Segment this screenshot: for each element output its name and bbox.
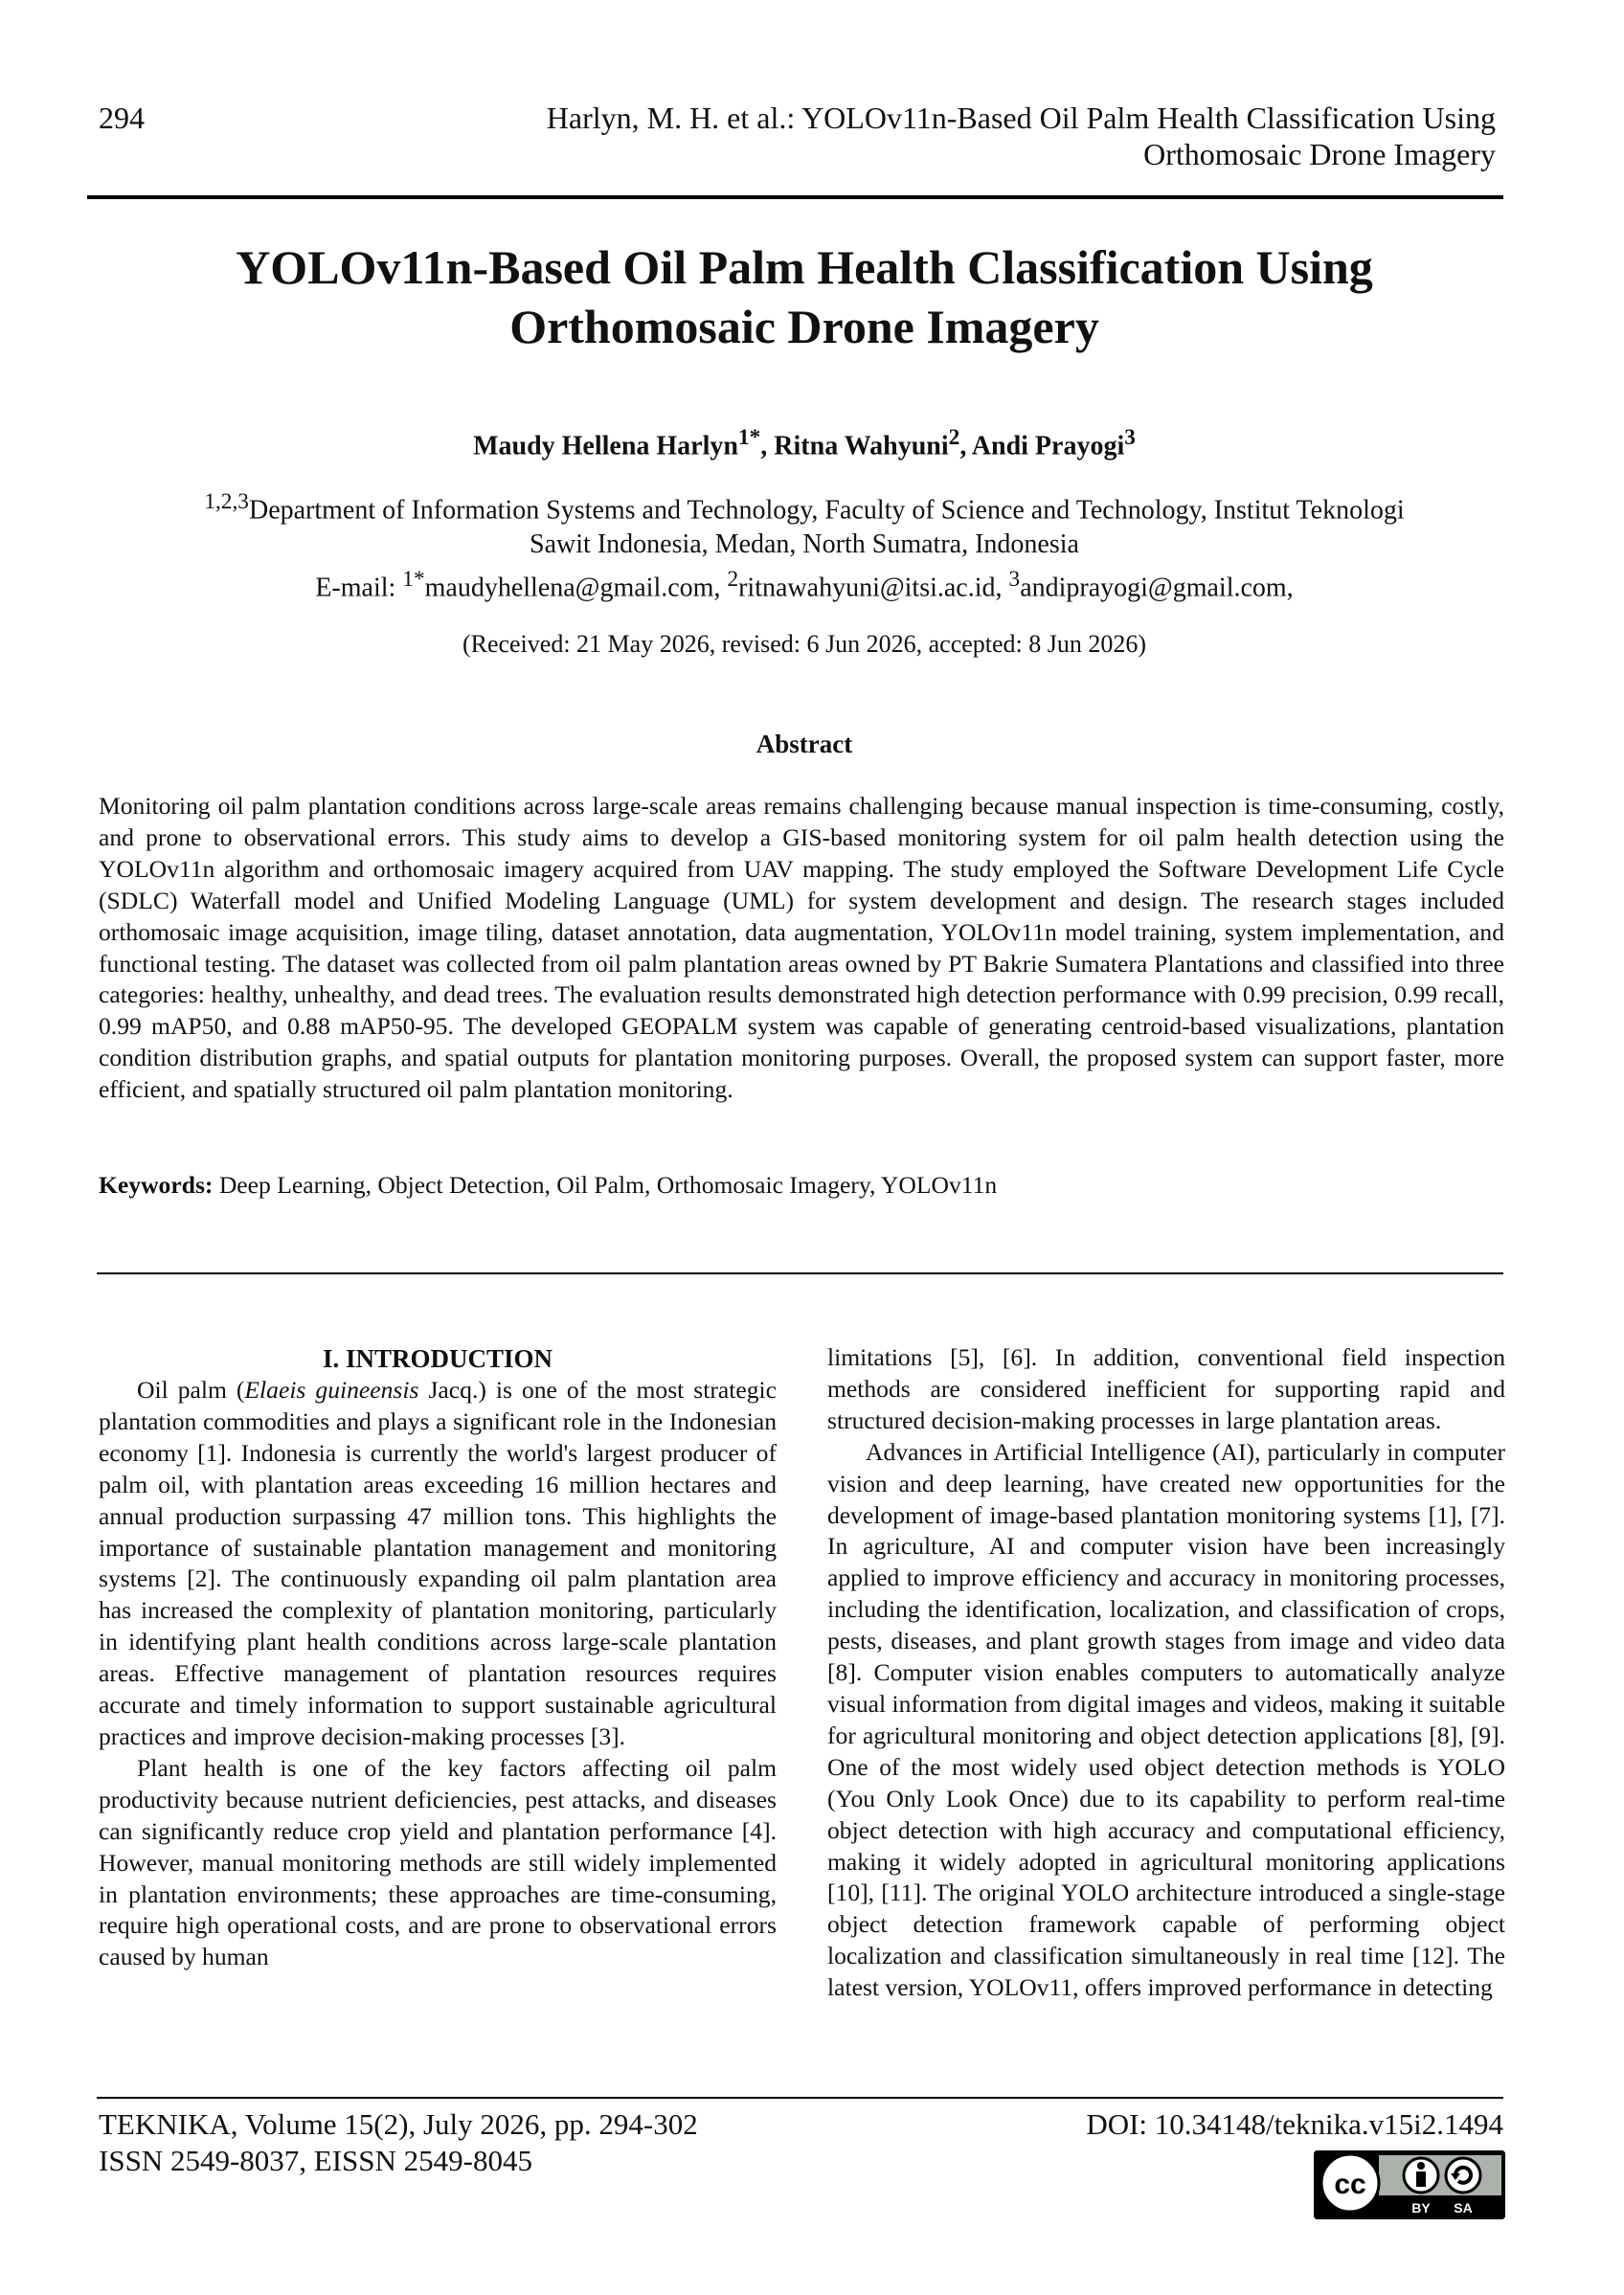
affiliation-sup: 1,2,3 bbox=[204, 489, 249, 514]
intro-paragraph-2-continued: limitations [5], [6]. In addition, conventional field inspection methods are considered inefficient for supporting rapid and structured decision-making processes in large plantation areas. bbox=[827, 1343, 1505, 1434]
author-2: Ritna Wahyuni bbox=[774, 431, 949, 461]
running-head-line1: Harlyn, M. H. et al.: YOLOv11n-Based Oil Palm Health Classification Using bbox=[546, 101, 1496, 135]
page-number: 294 bbox=[99, 101, 145, 135]
email-2-sup: 2 bbox=[727, 567, 739, 593]
cc-by-sa-license-icon[interactable] bbox=[1314, 2150, 1505, 2219]
keywords-text: Deep Learning, Object Detection, Oil Palm, Orthomosaic Imagery, YOLOv11n bbox=[213, 1171, 998, 1199]
footer-doi[interactable]: DOI: 10.34148/teknika.v15i2.1494 bbox=[1086, 2107, 1503, 2141]
email-3[interactable]: andiprayogi@gmail.com, bbox=[1020, 573, 1294, 603]
footer-journal-info bbox=[99, 2106, 698, 2179]
author-1: Maudy Hellena Harlyn bbox=[473, 431, 738, 461]
right-column bbox=[827, 1342, 1505, 2004]
email-2[interactable]: ritnawahyuni@itsi.ac.id, bbox=[738, 573, 1009, 603]
keywords-label: Keywords: bbox=[99, 1171, 214, 1199]
email-1-sup: 1* bbox=[402, 567, 425, 593]
author-list: Maudy Hellena Harlyn$^{1*}$, Ritna Wahyuni$^2$, Andi Prayogi$^3$ bbox=[473, 425, 1136, 461]
header-rule bbox=[87, 195, 1503, 199]
affiliation-line2: Sawit Indonesia, Medan, North Sumatra, Indonesia bbox=[530, 529, 1079, 560]
intro-paragraph-2: Plant health is one of the key factors affecting oil palm productivity because nutrient deficiencies, pest attacks, and diseases can significantly reduce crop yield and plantation performance [4]. However, manual monitoring methods are still widely implemented in plantation environments; these approaches are time-consuming, require high operational costs, and are prone to observational errors caused by human bbox=[99, 1753, 777, 1971]
abstract-text: Monitoring oil palm plantation conditions across large-scale areas remains challenging because manual inspection is time-consuming, costly, and prone to observational errors. This study aims to develop a GIS-based monitoring system for oil palm health detection using the YOLOv11n algorithm and orthomosaic imagery acquired from UAV mapping. The study employed the Software Development Life Cycle (SDLC) Waterfall model and Unified Modeling Language (UML) for system development and design. The research stages included orthomosaic image acquisition, image tiling, dataset annotation, data augmentation, YOLOv11n model training, system implementation, and functional testing. The dataset was collected from oil palm plantation areas owned by PT Bakrie Sumatera Plantations and classified into three categories: healthy, unhealthy, and dead trees. The evaluation results demonstrated high detection performance with 0.99 precision, 0.99 recall, 0.99 mAP50, and 0.88 mAP50-95. The developed GEOPALM system was capable of generating centroid-based visualizations, plantation condition distribution graphs, and spatial outputs for plantation monitoring purposes. Overall, the proposed system can support faster, more efficient, and spatially structured oil palm plantation monitoring. bbox=[99, 792, 1504, 1104]
email-3-sup: 3 bbox=[1008, 567, 1021, 593]
affiliation-line1: Department of Information Systems and Technology, Faculty of Science and Technology, Institut Teknologi bbox=[248, 495, 1405, 526]
species-name: Elaeis guineensis bbox=[244, 1376, 419, 1404]
section-rule bbox=[97, 1272, 1503, 1274]
license-sa-label: SA bbox=[1454, 2200, 1473, 2216]
running-head-line2: Orthomosaic Drone Imagery bbox=[1143, 137, 1496, 171]
left-column bbox=[99, 1342, 777, 1973]
footer-rule bbox=[97, 2097, 1503, 2099]
author-2-sup: 2 bbox=[948, 425, 960, 450]
title-line2: Orthomosaic Drone Imagery bbox=[509, 300, 1099, 353]
author-3: Andi Prayogi bbox=[971, 431, 1125, 461]
email-1[interactable]: maudyhellena@gmail.com, bbox=[424, 573, 728, 603]
title-line1: YOLOv11n-Based Oil Palm Health Classification Using bbox=[236, 240, 1373, 294]
intro-paragraph-1: Oil palm (Elaeis guineensis Jacq.) is one of the most strategic plantation commodities and plays a significant role in the Indonesian economy [1]. Indonesia is currently the world's largest producer of palm oil, with plantation areas exceeding 16 million hectares and annual production surpassing 47 million tons. This highlights the importance of sustainable plantation management and monitoring systems [2]. The continuously expanding oil palm plantation area has increased the complexity of plantation monitoring, particularly in identifying plant health conditions across large-scale plantation areas. Effective management of plantation resources requires accurate and timely information to support sustainable agricultural practices and improve decision-making processes [3]. bbox=[99, 1376, 777, 1750]
affiliation bbox=[105, 484, 1503, 606]
abstract-heading: Abstract bbox=[756, 730, 853, 758]
intro-paragraph-3: Advances in Artificial Intelligence (AI), particularly in computer vision and deep learning, have created new opportunities for the development of image-based plantation monitoring systems [1], [7]. In agriculture, AI and computer vision have been increasingly applied to improve efficiency and accuracy in monitoring processes, including the identification, localization, and classification of crops, pests, diseases, and plant growth stages from image and video data [8]. Computer vision enables computers to automatically analyze visual information from digital images and videos, making it suitable for agricultural monitoring and object detection applications [8], [9]. One of the most widely used object detection methods is YOLO (You Only Look Once) due to its capability to perform real-time object detection with high accuracy and computational efficiency, making it widely adopted in agricultural monitoring applications [10], [11]. The original YOLO architecture introduced a single-stage object detection framework capable of performing object localization and classification simultaneously in real time [12]. The latest version, YOLOv11, offers improved performance in detecting bbox=[827, 1437, 1505, 2002]
footer-journal: TEKNIKA, Volume 15(2), July 2026, pp. 294-302 bbox=[99, 2107, 698, 2141]
svg-text:cc: cc bbox=[1334, 2169, 1366, 2200]
footer-issn: ISSN 2549-8037, EISSN 2549-8045 bbox=[99, 2144, 532, 2177]
email-label: E-mail: bbox=[315, 573, 403, 603]
email-line bbox=[105, 562, 1503, 605]
paper-title bbox=[115, 237, 1494, 356]
author-3-sup: 3 bbox=[1124, 425, 1136, 450]
received-dates: (Received: 21 May 2026, revised: 6 Jun 2026, accepted: 8 Jun 2026) bbox=[462, 630, 1147, 658]
section-heading-introduction: I. INTRODUCTION bbox=[322, 1344, 553, 1373]
author-1-sup: 1* bbox=[737, 425, 761, 450]
running-head bbox=[442, 100, 1496, 172]
cc-badge-graphic bbox=[1314, 2150, 1505, 2219]
license-by-label: BY bbox=[1411, 2200, 1431, 2216]
keywords bbox=[99, 1169, 1504, 1202]
